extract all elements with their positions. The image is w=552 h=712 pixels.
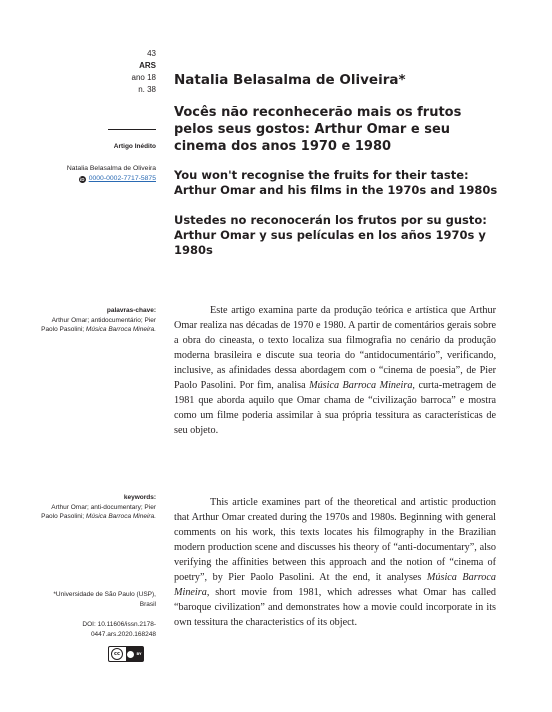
doi[interactable]: DOI: 10.11606/issn.2178-0447.ars.2020.168248 bbox=[82, 621, 156, 638]
sidebar-author-name: Natalia Belasalma de Oliveira bbox=[66, 165, 156, 172]
article-category: Artigo Inédito bbox=[113, 143, 156, 150]
abstract-en-italic: Música Barroca Mineira bbox=[174, 572, 496, 598]
journal-name: ARS bbox=[139, 61, 156, 70]
keywords-en-italic: Música Barroca Mineira. bbox=[85, 513, 156, 520]
title-portuguese: Vocês não reconhecerão mais os frutos pelos seus gostos: Arthur Omar e seu cinema dos anos 1970 e 1980 bbox=[174, 105, 462, 154]
cc-circle: cc bbox=[111, 648, 123, 660]
sidebar-author bbox=[40, 164, 156, 185]
title-spanish: Ustedes no reconocerán los frutos por su gusto: Arthur Omar y sus películas en los años 1970s y 1980s bbox=[174, 213, 487, 257]
author-name: Natalia Belasalma de Oliveira* bbox=[174, 72, 406, 88]
keywords-en-label: keywords: bbox=[123, 494, 156, 501]
abstract-pt-text-1: Este artigo examina parte da produção teórica e artística que Arthur Omar realiza nas décadas de 1970 e 1980. A partir de comentários gerais sobre a obra do cineasta, o texto localiza sua filmografia no cenário da produção moderna brasileira e discute sua teoria do “antidocumentário”, verificando, inclusive, as afinidades dessa abordagem com o “cinema de poesia”, de Pier Paolo Pasolini. Por fim, analisa bbox=[174, 305, 496, 391]
issue-label: n. 38 bbox=[138, 85, 156, 94]
title-english: You won't recognise the fruits for their taste: Arthur Omar and his films in the 1970s and 1980s bbox=[174, 168, 498, 197]
abstract-pt bbox=[174, 303, 496, 438]
year-label: ano 18 bbox=[131, 73, 156, 82]
keywords-pt-text: Arthur Omar; antidocumentário; Pier Paolo Pasolini; bbox=[41, 316, 156, 333]
affiliation-footnote: *Universidade de São Paulo (USP), Brasil bbox=[53, 591, 156, 608]
keywords-pt-label: palavras-chave: bbox=[106, 307, 156, 314]
cc-attribution bbox=[126, 647, 143, 661]
orcid-line bbox=[79, 174, 156, 184]
abstract-en-text-1: This article examines part of the theoretical and artistic production that Arthur Omar created during the 1970s and 1980s. Beginning with general comments on his work, this texts locates his filmography in the Brazilian modern production scene and discusses his theory of “anti-documentary”, also verifying the affinities between this approach and the notion of “cinema of poetry”, by Pier Paolo Pasolini. At the end, it analyses bbox=[174, 497, 496, 583]
abstract-pt-text-2: , curta-metragem de 1981 que aborda aquilo que Omar chama de “civilização barroca” e mostra como um filme poderia assimilar à sua própria tessitura as características de seu objeto. bbox=[174, 380, 497, 436]
cc-by-label: BY bbox=[136, 652, 142, 656]
keywords-pt-italic: Música Barroca Mineira. bbox=[85, 326, 156, 333]
abstract-pt-italic: Música Barroca Mineira bbox=[309, 380, 413, 391]
creative-commons-by-icon[interactable] bbox=[108, 646, 144, 662]
keywords-en bbox=[40, 493, 156, 522]
person-icon bbox=[127, 651, 134, 658]
orcid-link[interactable]: 0000-0002-7717-5875 bbox=[88, 175, 156, 182]
abstract-en bbox=[174, 495, 496, 630]
page-number: 43 bbox=[147, 49, 156, 58]
keywords-en-text: Arthur Omar; anti-documentary; Pier Paolo Pasolini; bbox=[41, 503, 156, 520]
orcid-icon: iD bbox=[79, 176, 85, 182]
journal-meta bbox=[40, 48, 156, 96]
abstract-en-text-2: , short movie from 1981, which adresses what Omar has called “baroque civilization” and demonstrates how a movie could incorporate in its own tessitura the characteristics of its object. bbox=[174, 587, 496, 628]
keywords-pt bbox=[40, 306, 156, 335]
sidebar-divider bbox=[108, 129, 156, 130]
